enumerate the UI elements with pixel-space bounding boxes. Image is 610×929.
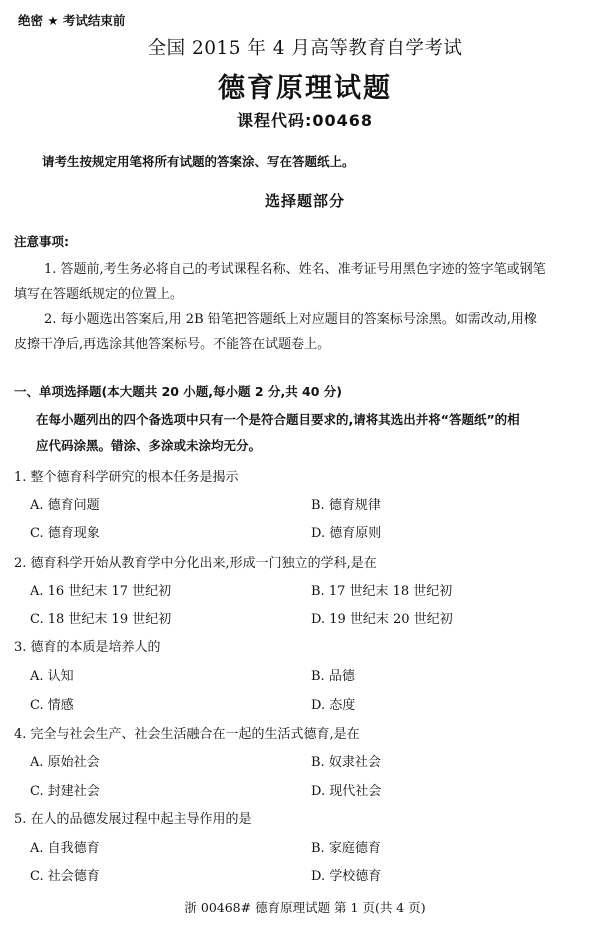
- page-footer: 浙 00468# 德育原理试题 第 1 页(共 4 页): [184, 900, 426, 915]
- option-c: C. 社会德育: [30, 869, 100, 884]
- question-stem: 1. 整个德育科学研究的根本任务是揭示: [14, 470, 239, 485]
- course-code: 课程代码:00468: [236, 111, 374, 130]
- question-stem: 5. 在人的品德发展过程中起主导作用的是: [14, 812, 252, 827]
- option-a: A. 自我德育: [30, 841, 100, 856]
- option-a: A. 16 世纪末 17 世纪初: [30, 584, 172, 599]
- notice-heading: 注意事项:: [14, 234, 69, 249]
- option-d: D. 19 世纪末 20 世纪初: [311, 612, 453, 627]
- option-d: D. 学校德育: [311, 869, 382, 884]
- notice-item-2-line-2: 皮擦干净后,再选涂其他答案标号。不能答在试题卷上。: [14, 337, 331, 352]
- option-c: C. 封建社会: [30, 784, 100, 799]
- option-a: A. 认知: [30, 669, 74, 684]
- section-heading: 一、单项选择题(本大题共 20 小题,每小题 2 分,共 40 分): [14, 384, 343, 399]
- question-stem: 4. 完全与社会生产、社会生活融合在一起的生活式德育,是在: [14, 727, 360, 742]
- option-b: B. 品德: [311, 669, 355, 684]
- section-desc-line-1: 在每小题列出的四个备选项中只有一个是符合题目要求的,请将其选出并将“答题纸”的相: [36, 412, 520, 427]
- option-a: A. 原始社会: [30, 755, 100, 770]
- secrecy-label: 绝密 ★ 考试结束前: [18, 13, 126, 28]
- option-d: D. 现代社会: [311, 784, 382, 799]
- option-c: C. 情感: [30, 698, 74, 713]
- option-b: B. 17 世纪末 18 世纪初: [311, 584, 453, 599]
- answer-instruction: 请考生按规定用笔将所有试题的答案涂、写在答题纸上。: [42, 154, 355, 169]
- option-a: A. 德育问题: [30, 498, 100, 513]
- option-b: B. 家庭德育: [311, 841, 381, 856]
- option-c: C. 18 世纪末 19 世纪初: [30, 612, 172, 627]
- option-b: B. 奴隶社会: [311, 755, 381, 770]
- part-title: 选择题部分: [264, 192, 345, 210]
- notice-item-1-line-1: 1. 答题前,考生务必将自己的考试课程名称、姓名、准考证号用黑色字迹的签字笔或钢笔: [44, 262, 546, 277]
- option-c: C. 德育现象: [30, 526, 100, 541]
- notice-item-1-line-2: 填写在答题纸规定的位置上。: [14, 287, 184, 302]
- option-d: D. 德育原则: [311, 526, 382, 541]
- question-stem: 3. 德育的本质是培养人的: [14, 640, 161, 655]
- question-stem: 2. 德育科学开始从教育学中分化出来,形成一门独立的学科,是在: [14, 556, 377, 571]
- option-b: B. 德育规律: [311, 498, 381, 513]
- section-desc-line-2: 应代码涂黑。错涂、多涂或未涂均无分。: [36, 438, 262, 453]
- exam-title: 全国 2015 年 4 月高等教育自学考试: [147, 38, 463, 59]
- subject-title: 德育原理试题: [218, 73, 392, 104]
- option-d: D. 态度: [311, 698, 356, 713]
- notice-item-2-line-1: 2. 每小题选出答案后,用 2B 铅笔把答题纸上对应题目的答案标号涂黑。如需改动,用橡: [44, 312, 537, 327]
